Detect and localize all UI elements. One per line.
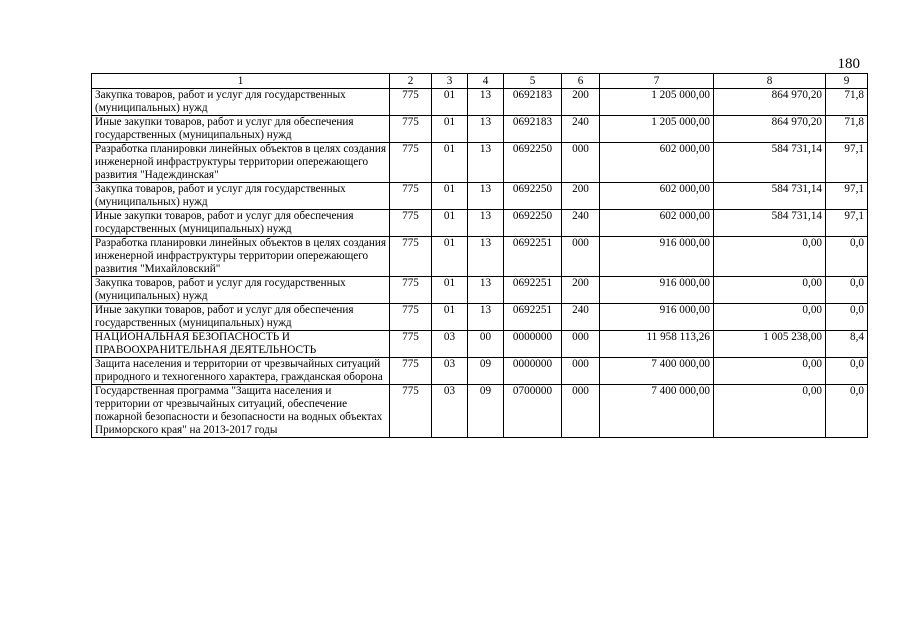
cell-subsection: 13: [468, 277, 504, 304]
cell-section: 01: [432, 183, 468, 210]
cell-percent: 97,1: [826, 143, 868, 183]
cell-planned: 916 000,00: [600, 277, 714, 304]
cell-expense-type: 240: [562, 210, 600, 237]
header-row: [92, 74, 868, 89]
cell-planned: 916 000,00: [600, 304, 714, 331]
table-row: [92, 210, 868, 237]
row-description: Защита населения и территории от чрезвычайных ситуаций природного и техногенного характера, гражданская оборона: [92, 358, 390, 385]
cell-expense-type: 000: [562, 237, 600, 277]
cell-target-article: 0692250: [504, 210, 562, 237]
cell-ministry: 775: [390, 237, 432, 277]
cell-expense-type: 240: [562, 304, 600, 331]
cell-executed: 0,00: [714, 277, 826, 304]
cell-ministry: 775: [390, 304, 432, 331]
column-header: 1: [92, 74, 390, 89]
row-description: Иные закупки товаров, работ и услуг для обеспечения государственных (муниципальных) нужд: [92, 210, 390, 237]
column-header: 8: [714, 74, 826, 89]
cell-planned: 602 000,00: [600, 183, 714, 210]
cell-planned: 1 205 000,00: [600, 89, 714, 116]
cell-ministry: 775: [390, 358, 432, 385]
cell-section: 03: [432, 331, 468, 358]
cell-ministry: 775: [390, 210, 432, 237]
cell-ministry: 775: [390, 116, 432, 143]
row-description: Иные закупки товаров, работ и услуг для обеспечения государственных (муниципальных) нужд: [92, 304, 390, 331]
cell-planned: 602 000,00: [600, 210, 714, 237]
cell-planned: 11 958 113,26: [600, 331, 714, 358]
cell-section: 01: [432, 237, 468, 277]
cell-percent: 71,8: [826, 116, 868, 143]
cell-section: 03: [432, 358, 468, 385]
table-row: [92, 237, 868, 277]
cell-planned: 602 000,00: [600, 143, 714, 183]
cell-executed: 0,00: [714, 237, 826, 277]
column-header: 9: [826, 74, 868, 89]
cell-expense-type: 000: [562, 143, 600, 183]
table-row: [92, 385, 868, 438]
cell-ministry: 775: [390, 331, 432, 358]
cell-executed: 0,00: [714, 358, 826, 385]
cell-section: 01: [432, 304, 468, 331]
cell-planned: 1 205 000,00: [600, 116, 714, 143]
row-description: Закупка товаров, работ и услуг для государственных (муниципальных) нужд: [92, 89, 390, 116]
cell-subsection: 13: [468, 143, 504, 183]
row-description: Государственная программа "Защита населения и территории от чрезвычайных ситуаций, обеспечение пожарной безопасности и безопасности на водных объектах Приморского края" на 2013-2017 годы: [92, 385, 390, 438]
table-row: [92, 116, 868, 143]
cell-section: 01: [432, 89, 468, 116]
cell-expense-type: 000: [562, 331, 600, 358]
budget-table: [91, 73, 868, 438]
cell-target-article: 0692251: [504, 277, 562, 304]
cell-ministry: 775: [390, 277, 432, 304]
table-row: [92, 304, 868, 331]
cell-section: 03: [432, 385, 468, 438]
cell-ministry: 775: [390, 385, 432, 438]
cell-target-article: 0700000: [504, 385, 562, 438]
cell-percent: 97,1: [826, 183, 868, 210]
column-header: 7: [600, 74, 714, 89]
table-row: [92, 89, 868, 116]
table-row: [92, 331, 868, 358]
cell-percent: 0,0: [826, 277, 868, 304]
column-header: 4: [468, 74, 504, 89]
cell-expense-type: 200: [562, 183, 600, 210]
cell-target-article: 0692183: [504, 116, 562, 143]
cell-planned: 7 400 000,00: [600, 358, 714, 385]
cell-subsection: 13: [468, 304, 504, 331]
cell-planned: 7 400 000,00: [600, 385, 714, 438]
cell-percent: 0,0: [826, 304, 868, 331]
cell-executed: 0,00: [714, 304, 826, 331]
cell-expense-type: 200: [562, 277, 600, 304]
cell-target-article: 0692251: [504, 237, 562, 277]
cell-target-article: 0000000: [504, 358, 562, 385]
cell-subsection: 00: [468, 331, 504, 358]
column-header: 6: [562, 74, 600, 89]
row-description: НАЦИОНАЛЬНАЯ БЕЗОПАСНОСТЬ И ПРАВООХРАНИТЕЛЬНАЯ ДЕЯТЕЛЬНОСТЬ: [92, 331, 390, 358]
cell-percent: 0,0: [826, 385, 868, 438]
cell-target-article: 0692250: [504, 143, 562, 183]
cell-section: 01: [432, 116, 468, 143]
cell-executed: 584 731,14: [714, 143, 826, 183]
row-description: Разработка планировки линейных объектов в целях создания инженерной инфраструктуры территории опережающего развития "Надеждинская": [92, 143, 390, 183]
cell-percent: 0,0: [826, 358, 868, 385]
cell-ministry: 775: [390, 89, 432, 116]
table-row: [92, 183, 868, 210]
cell-ministry: 775: [390, 183, 432, 210]
cell-executed: 0,00: [714, 385, 826, 438]
cell-expense-type: 240: [562, 116, 600, 143]
cell-subsection: 09: [468, 358, 504, 385]
cell-percent: 8,4: [826, 331, 868, 358]
column-header: 5: [504, 74, 562, 89]
cell-subsection: 13: [468, 183, 504, 210]
column-header: 3: [432, 74, 468, 89]
cell-percent: 0,0: [826, 237, 868, 277]
cell-subsection: 09: [468, 385, 504, 438]
cell-executed: 584 731,14: [714, 183, 826, 210]
cell-percent: 97,1: [826, 210, 868, 237]
cell-subsection: 13: [468, 89, 504, 116]
cell-subsection: 13: [468, 237, 504, 277]
cell-expense-type: 000: [562, 385, 600, 438]
row-description: Иные закупки товаров, работ и услуг для обеспечения государственных (муниципальных) нужд: [92, 116, 390, 143]
cell-subsection: 13: [468, 210, 504, 237]
table-row: [92, 277, 868, 304]
cell-executed: 864 970,20: [714, 89, 826, 116]
table-row: [92, 358, 868, 385]
page-number: 180: [837, 56, 860, 72]
cell-expense-type: 000: [562, 358, 600, 385]
cell-target-article: 0692250: [504, 183, 562, 210]
row-description: Закупка товаров, работ и услуг для государственных (муниципальных) нужд: [92, 277, 390, 304]
cell-ministry: 775: [390, 143, 432, 183]
cell-section: 01: [432, 143, 468, 183]
table-row: [92, 143, 868, 183]
cell-section: 01: [432, 210, 468, 237]
cell-percent: 71,8: [826, 89, 868, 116]
row-description: Закупка товаров, работ и услуг для государственных (муниципальных) нужд: [92, 183, 390, 210]
cell-planned: 916 000,00: [600, 237, 714, 277]
cell-expense-type: 200: [562, 89, 600, 116]
cell-target-article: 0000000: [504, 331, 562, 358]
cell-executed: 584 731,14: [714, 210, 826, 237]
cell-subsection: 13: [468, 116, 504, 143]
column-header: 2: [390, 74, 432, 89]
cell-executed: 864 970,20: [714, 116, 826, 143]
row-description: Разработка планировки линейных объектов в целях создания инженерной инфраструктуры территории опережающего развития "Михайловский": [92, 237, 390, 277]
cell-executed: 1 005 238,00: [714, 331, 826, 358]
cell-target-article: 0692251: [504, 304, 562, 331]
cell-section: 01: [432, 277, 468, 304]
cell-target-article: 0692183: [504, 89, 562, 116]
